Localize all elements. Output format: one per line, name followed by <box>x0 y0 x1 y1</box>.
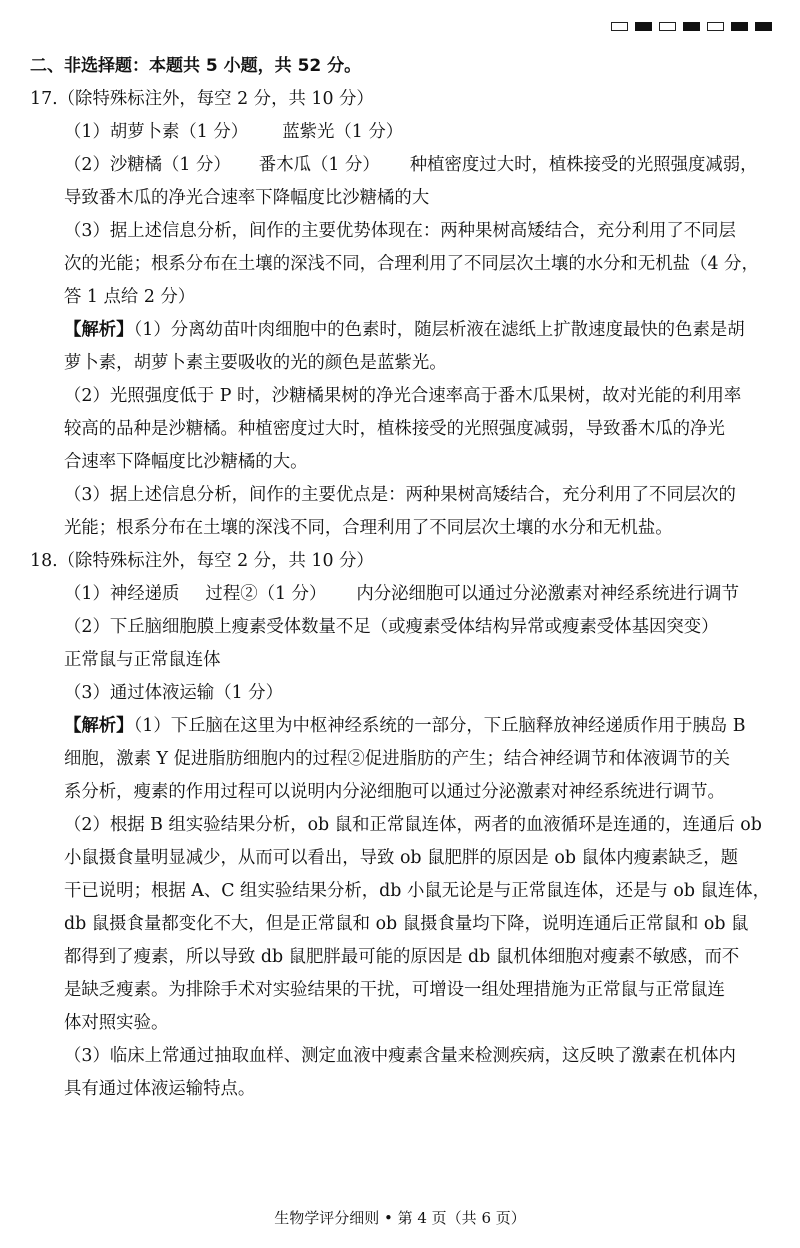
q17-answer-1-part-2: 蓝紫光（1 分） <box>282 122 404 142</box>
corner-mark <box>731 22 748 31</box>
corner-mark <box>683 22 700 31</box>
q17-answer-1-part-1: （1）胡萝卜素（1 分） <box>64 122 249 142</box>
q18-answer-2-line-1: （2）下丘脑细胞膜上瘦素受体数量不足（或瘦素受体结构异常或瘦素受体基因突变） <box>64 617 719 637</box>
q17-answer-3-line-2: 次的光能；根系分布在土壤的深浅不同，合理利用了不同层次土壤的水分和无机盐（4 分， <box>64 254 759 274</box>
q17-analysis-1-line-2: 萝卜素，胡萝卜素主要吸收的光的颜色是蓝紫光。 <box>64 353 447 373</box>
q18-analysis-1-line-3: 系分析，瘦素的作用过程可以说明内分泌细胞可以通过分泌激素对神经系统进行调节。 <box>64 782 725 802</box>
corner-mark <box>635 22 652 31</box>
q17-analysis-2-line-2: 较高的品种是沙糖橘。种植密度过大时，植株接受的光照强度减弱，导致番木瓜的净光 <box>64 419 725 439</box>
q17-answer-2-part-3: 种植密度过大时，植株接受的光照强度减弱， <box>409 155 758 175</box>
q17-analysis-1-text: （1）分离幼苗叶肉细胞中的色素时，随层析液在滤纸上扩散速度最快的色素是胡 <box>133 320 745 340</box>
q18-answer-3: （3）通过体液运输（1 分） <box>64 683 283 703</box>
q17-answer-1 <box>30 116 772 149</box>
q18-analysis-3-line-2: 具有通过体液运输特点。 <box>64 1079 256 1099</box>
q18-answer-1-part-1: （1）神经递质 <box>64 584 180 604</box>
q17-analysis-3-line-1: （3）据上述信息分析，间作的主要优点是：两种果树高矮结合，充分利用了不同层次的 <box>64 485 736 505</box>
q18-analysis-2-line-3: 干已说明；根据 A、C 组实验结果分析，db 小鼠无论是与正常鼠连体，还是与 ob 鼠连体， <box>64 881 771 901</box>
q18-answer-2-line-2: 正常鼠与正常鼠连体 <box>64 650 221 670</box>
q17-answer-3-line-1: （3）据上述信息分析，间作的主要优势体现在：两种果树高矮结合，充分利用了不同层 <box>64 221 736 241</box>
corner-mark <box>707 22 724 31</box>
q17-answer-3-line-3: 答 1 点给 2 分） <box>64 287 196 307</box>
q18-heading: 18.（除特殊标注外，每空 2 分，共 10 分） <box>30 551 374 571</box>
corner-mark <box>611 22 628 31</box>
q18-analysis-2-line-4: db 鼠摄食量都变化不大，但是正常鼠和 ob 鼠摄食量均下降，说明连通后正常鼠和 ob 鼠 <box>64 914 749 934</box>
page-footer: 生物学评分细则 • 第 4 页（共 6 页） <box>274 1209 526 1227</box>
q17-answer-2 <box>30 149 772 182</box>
q17-analysis-tag: 【解析】 <box>64 320 134 340</box>
q17-answer-2-part-2: 番木瓜（1 分） <box>258 155 380 175</box>
document-body <box>30 50 772 1106</box>
q18-answer-1-part-2: 过程②（1 分） <box>205 584 327 604</box>
q18-analysis-1-line-1 <box>30 710 772 743</box>
q18-analysis-3-line-1: （3）临床上常通过抽取血样、测定血液中瘦素含量来检测疾病，这反映了激素在机体内 <box>64 1046 736 1066</box>
q18-answer-1-part-3: 内分泌细胞可以通过分泌激素对神经系统进行调节 <box>356 584 739 604</box>
q17-analysis-1-line-1 <box>30 314 772 347</box>
q18-analysis-2-line-1: （2）根据 B 组实验结果分析，ob 鼠和正常鼠连体，两者的血液循环是连通的，连通后 ob <box>64 815 762 835</box>
q18-analysis-2-line-5: 都得到了瘦素，所以导致 db 鼠肥胖最可能的原因是 db 鼠机体细胞对瘦素不敏感，而不 <box>64 947 740 967</box>
q18-analysis-2-line-6: 是缺乏瘦素。为排除手术对实验结果的干扰，可增设一组处理措施为正常鼠与正常鼠连 <box>64 980 725 1000</box>
q18-analysis-1-line-2: 细胞，激素 Y 促进脂肪细胞内的过程②促进脂肪的产生；结合神经调节和体液调节的关 <box>64 749 730 769</box>
q18-analysis-2-line-7: 体对照实验。 <box>64 1013 169 1033</box>
q17-answer-2-cont: 导致番木瓜的净光合速率下降幅度比沙糖橘的大 <box>64 188 430 208</box>
q18-analysis-1-text: （1）下丘脑在这里为中枢神经系统的一部分，下丘脑释放神经递质作用于胰岛 B <box>133 716 746 736</box>
section-title: 二、非选择题：本题共 5 小题，共 52 分。 <box>30 56 362 76</box>
q18-analysis-tag: 【解析】 <box>64 716 134 736</box>
q17-analysis-2-line-3: 合速率下降幅度比沙糖橘的大。 <box>64 452 308 472</box>
q17-answer-2-part-1: （2）沙糖橘（1 分） <box>64 155 231 175</box>
corner-mark <box>659 22 676 31</box>
q17-heading: 17.（除特殊标注外，每空 2 分，共 10 分） <box>30 89 374 109</box>
corner-mark <box>755 22 772 31</box>
q17-analysis-3-line-2: 光能；根系分布在土壤的深浅不同，合理利用了不同层次土壤的水分和无机盐。 <box>64 518 673 538</box>
q18-analysis-2-line-2: 小鼠摄食量明显减少，从而可以看出，导致 ob 鼠肥胖的原因是 ob 鼠体内瘦素缺乏，题 <box>64 848 738 868</box>
page-corner-marks <box>611 22 772 31</box>
q18-answer-1 <box>30 578 772 611</box>
q17-analysis-2-line-1: （2）光照强度低于 P 时，沙糖橘果树的净光合速率高于番木瓜果树，故对光能的利用率 <box>64 386 742 406</box>
